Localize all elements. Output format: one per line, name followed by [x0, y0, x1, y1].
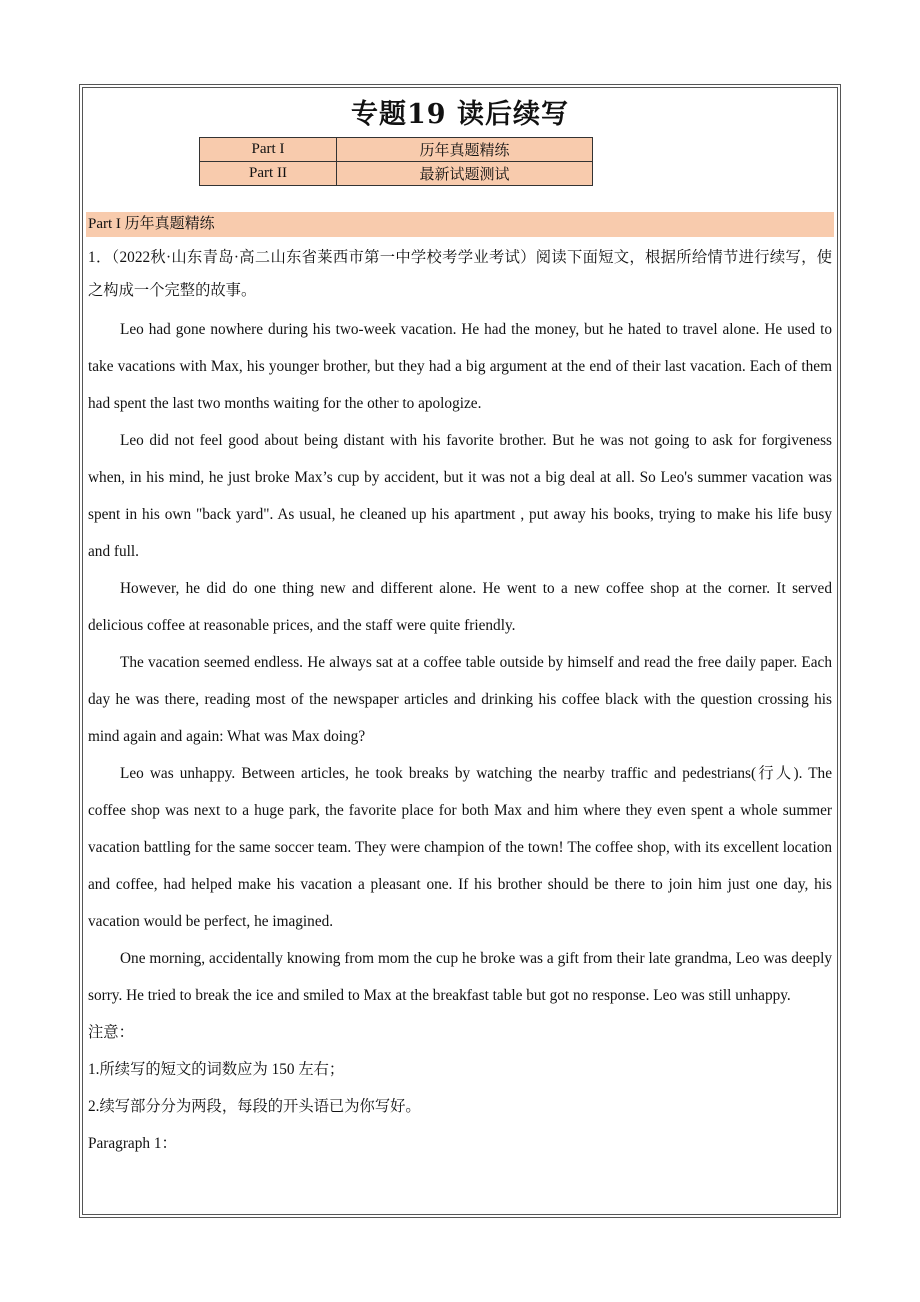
toc-part: Part II — [200, 162, 337, 186]
note-item: 2.续写部分分为两段，每段的开头语已为你写好。 — [88, 1098, 421, 1115]
note-item: 1.所续写的短文的词数应为 150 左右； — [88, 1061, 345, 1078]
notes-title: 注意： — [88, 1024, 134, 1041]
toc-table — [199, 137, 593, 186]
section-header: Part I 历年真题精练 — [86, 212, 834, 237]
story-paragraph: One morning, accidentally knowing from mom the cup he broke was a gift from their late grandma, Leo was deeply sorry. He tried to break the ice and smiled to Max at the breakfast table but got no response. Leo was still unhappy. — [88, 950, 832, 1004]
content — [88, 241, 832, 1162]
story-paragraph: Leo did not feel good about being distant with his favorite brother. But he was not going to ask for forgiveness when, in his mind, he just broke Max’s cup by accident, but it was not a big deal at all. So Leo's summer vacation was spent in his own "back yard". As usual, he cleaned up his apartment , put away his books, trying to make his life busy and full. — [88, 432, 832, 560]
story-paragraph: The vacation seemed endless. He always sat at a coffee table outside by himself and read the free daily paper. Each day he was there, reading most of the newspaper articles and drinking his coffee black with the question crossing his mind again and again: What was Max doing? — [88, 654, 832, 745]
question-text: 1．（2022秋·山东青岛·高二山东省莱西市第一中学校考学业考试）阅读下面短文，根据所给情节进行续写，使之构成一个完整的故事。 — [88, 249, 832, 299]
toc-row — [200, 162, 593, 186]
story-paragraph: Leo was unhappy. Between articles, he took breaks by watching the nearby traffic and pedestrians(行人). The coffee shop was next to a huge park, the favorite place for both Max and him where they even spent a whole summer vacation battling for the same soccer team. They were champion of the town! The coffee shop, with its excellent location and coffee, had helped make his vacation a pleasant one. If his brother should be there to join him just one day, his vacation would be perfect, he imagined. — [88, 765, 832, 930]
toc-label: 最新试题测试 — [337, 162, 593, 186]
page-title: 专题19 读后续写 — [351, 99, 569, 130]
toc-part: Part I — [200, 138, 337, 162]
story-paragraph: Leo had gone nowhere during his two-week vacation. He had the money, but he hated to travel alone. He used to take vacations with Max, his younger brother, but they had a big argument at the end of their last vacation. Each of them had spent the last two months waiting for the other to apologize. — [88, 321, 832, 412]
toc-row — [200, 138, 593, 162]
story-paragraph: However, he did do one thing new and different alone. He went to a new coffee shop at the corner. It served delicious coffee at reasonable prices, and the staff were quite friendly. — [88, 580, 832, 634]
paragraph1-label: Paragraph 1： — [88, 1135, 177, 1152]
toc-label: 历年真题精练 — [337, 138, 593, 162]
